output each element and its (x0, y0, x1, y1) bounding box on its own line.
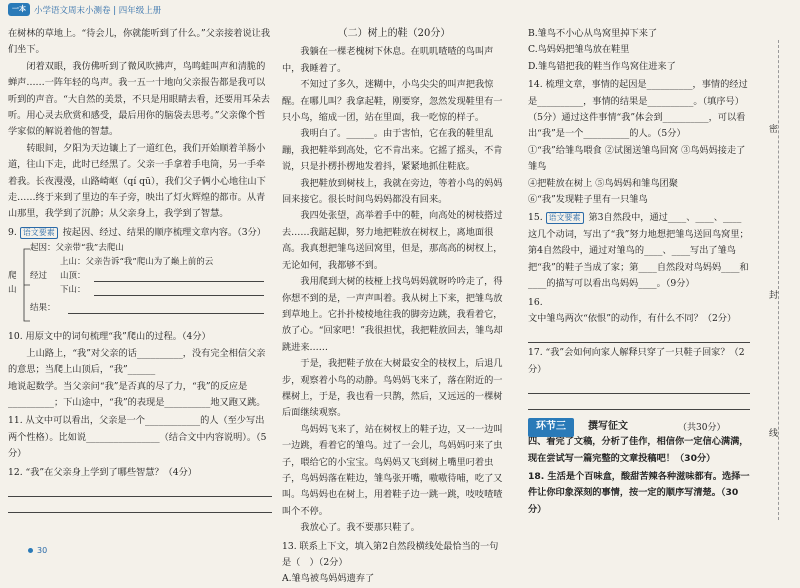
literacy-tag: 语文要素 (20, 227, 58, 239)
margin-label: 封 (769, 286, 778, 303)
q14-item-4: ④把鞋放在树上 (528, 177, 593, 189)
question-text: 用原文中的词句梳理“我”爬山的过程。（4分） (25, 331, 211, 343)
mind-map-process: 经过 (30, 271, 48, 282)
passage-para: 闭着双眼，我仿佛听到了微风吹拂声，鸟鸣蛙叫声和清脆的蝉声……一阵年轻的鸟声。我一五一十地向父亲报告都是我可以听到的声音。“大自然的美景，不只是用眼睛去看，还要用耳朵去听。用心灵去欣赏和感受，最后用你的脑袋去思考。”父亲像个哲学家似的解说着他的智慧。 (8, 60, 270, 138)
answer-line[interactable] (528, 394, 750, 410)
question-10 (8, 329, 272, 345)
question-10-line[interactable]: 地说起数学。当父亲问“我”是否真的尽了力，“我”的反应是__________；下山途中，“我”的表现是__________地又跑又跳。 (8, 380, 266, 408)
passage-para: 我把鞋放到树枝上，我就在旁边，等着小鸟的妈妈回来接它。很长时间鸟妈妈都没有回来。 (282, 177, 503, 206)
question-text: 联系上下文，填入第2自然段横线处最恰当的一句是（ ）（2分） (282, 540, 499, 568)
answer-line[interactable] (94, 295, 264, 296)
question-text[interactable]: 第3自然段中，通过____、____、____这几个动词，写出了“我”努力地想把雏鸟送回鸟窝里；第4自然段中，通过对雏鸟的____、____写出了雏鸟把“我”的鞋子当成了家；第____自然段对鸟妈妈____和____的描写可以看出鸟妈妈____。（9分） (528, 212, 749, 290)
q14-item-1: ①“我”给雏鸟喂食 (528, 144, 602, 156)
answer-line[interactable] (8, 497, 272, 513)
section-score: （共30分） (678, 423, 726, 434)
page-number: 30 (28, 546, 47, 555)
question-number: 12. (8, 466, 23, 478)
passage-para: 于是，我把鞋子放在大树最安全的枝杈上，后退几步，观察着小鸟的动静。鸟妈妈飞来了，落在附近的一棵树上，于是，我也看一只鹊，然后，又远远的一棵树后面继续观察。 (282, 358, 503, 419)
q14-item (528, 143, 750, 176)
q14-item-5: ⑤鸟妈妈和雏鸟团聚 (595, 177, 678, 189)
question-number: 13. (282, 540, 297, 552)
literacy-tag: 语文要素 (546, 212, 584, 224)
question-18 (528, 469, 750, 518)
q14-item-2: ②试图送雏鸟回窝 (604, 144, 679, 156)
question-14 (528, 77, 750, 143)
mind-map-down: 下山： (60, 285, 86, 296)
question-13 (282, 539, 506, 572)
question-number: 14. (528, 79, 543, 91)
mind-map-root: 爬山 (8, 271, 17, 296)
question-10-line[interactable]: 上山路上，“我”对父亲的话__________，没有完全相信父亲的意思；当爬上山顶后，“我”______ (8, 347, 266, 376)
q14-item (528, 192, 750, 208)
mind-map-up: 上山：父亲告诉“我”爬山为了巅上前的云 (60, 257, 214, 268)
question-text: “我”在父亲身上学到了哪些智慧？（4分） (25, 466, 197, 478)
answer-line[interactable] (528, 327, 750, 343)
header-title: 小学语文周末小测卷 | 四年级上册 (34, 6, 162, 16)
passage-para: 在树林的草地上。“待会儿，你就能听到了什么。”父亲接着说让我们坐下。 (8, 28, 271, 56)
question-number: 11. (8, 415, 23, 427)
column-left (8, 26, 272, 513)
section-pill: 环节三 (528, 418, 574, 436)
passage-title: （二）树上的鞋（20分） (337, 28, 451, 39)
q14-item-6: ⑥“我”发现鞋子里有一只雏鸟 (528, 194, 648, 206)
brand-logo: 一本 (8, 3, 30, 16)
passage-para: 转眼间，夕阳为天边镶上了一道红色，我们开始顺着羊肠小道，往山下走，此时已经黑了。父亲一手拿着手电筒，另一手牵着我。长夜漫漫，山路崎岖（qí qū），我们父子俩小心地往山下走……终于来到了里边的车子旁，映出了灯火辉煌的都市。从青山那里，我学到了沉静；从父亲身上，我学到了智慧。 (8, 142, 266, 220)
passage-para: 我躺在一棵老槐树下休息。在叽叽喳喳的鸟叫声中，我睡着了。 (282, 46, 494, 74)
question-number: 9. (8, 226, 17, 238)
question-text: 生活是个百味盒，酸甜苦辣各种滋味都有。选择一件让你印象深刻的事情，按一定的顺序写清楚。（30分） (528, 470, 750, 515)
question-text: 文中雏鸟两次“依恨”的动作，有什么不同？（2分） (528, 312, 737, 324)
option-c[interactable]: C.鸟妈妈把雏鸟放在鞋里 (528, 44, 630, 56)
question-16 (528, 295, 750, 328)
passage-para: 我明白了。______。由于害怕，它在我的鞋里乱蹦，我把鞋举到高处，它不肯出来。它摇了摇头，不肯说，只是扑楞扑楞地发着抖，紧紧地抓住鞋底。 (282, 128, 503, 173)
question-text[interactable]: 从文中可以看出，父亲是一个____________的人（至少写出两个性格）。比如说________________（结合文中内容说明）。（5分） (8, 415, 267, 460)
answer-line[interactable] (94, 281, 264, 282)
mind-map-mid: 山顶： (60, 271, 86, 282)
column-right (528, 26, 750, 518)
q14-item-3: ③鸟妈妈接走了雏鸟 (528, 144, 746, 173)
question-text: “我”会如何向家人解释只穿了一只鞋子回家？（2分） (528, 347, 745, 375)
question-17 (528, 345, 750, 378)
question-number: 10. (8, 331, 23, 343)
question-text: 按起因、经过、结果的顺序梳理文章内容。（3分） (62, 226, 266, 238)
mind-map-result: 结果： (30, 303, 56, 314)
section-intro: 四、看完了文稿，分析了佳作，相信你一定信心满满，现在尝试写一篇完整的文章投稿吧！（30分） (528, 436, 749, 464)
option-b[interactable]: B.雏鸟不小心从鸟窝里掉下来了 (528, 28, 658, 39)
column-middle (282, 26, 506, 588)
question-9 (8, 225, 272, 241)
margin-label: 密 (769, 120, 778, 137)
answer-line[interactable] (68, 313, 264, 314)
question-12 (8, 465, 272, 481)
question-number: 17. (528, 347, 543, 359)
margin-label: 线 (769, 424, 778, 441)
option-d[interactable]: D.雏鸟错把我的鞋当作鸟窝住进来了 (528, 60, 676, 72)
question-number: 16. (528, 296, 543, 308)
passage-para: 我四处张望，高举着手中的鞋，向高处的树枝搭过去……我踮起脚，努力地把鞋放在树杈上，离地面很高。我真想把雏鸟送回窝里，但是，那高高的树杈上，无论如何，我都够不到。 (282, 210, 503, 271)
question-number: 18. (528, 470, 545, 482)
binding-line (778, 40, 779, 520)
answer-line[interactable] (528, 378, 750, 394)
mind-map (8, 241, 272, 327)
passage-para: 我放心了。我不要那只鞋了。 (300, 522, 420, 534)
passage-para: 不知过了多久，迷糊中，小鸟尖尖的叫声把我惊醒。在哪儿叫？我拿起鞋，刚要穿，忽然发现鞋里有一只小鸟，缩成一团，站在里面，我一吃惊的样子。 (282, 79, 503, 124)
passage-para: 鸟妈妈飞来了，站在树杈上的鞋子边，又一一边叫一边跳，看着它的雏鸟。过了一会儿，鸟妈妈叼来了虫子，喂给它的小宝宝。鸟妈妈又飞到树上嘴里叼着虫子，鸟妈妈落在鞋边，雏鸟张开嘴，嗷嗷待哺，吃了又叫。鸟妈妈也在树上，用着鞋子边一跳一跳，吱吱喳喳叫个不停。 (282, 423, 503, 517)
question-text[interactable]: 梳理文章，事情的起因是__________，事情的经过是__________，事情的结果是__________。（填序号）（5分）通过这件事情“我”体会到__________，可以看出“我”是一个__________的人。（5分） (528, 79, 748, 140)
passage-para: 我用爬到大树的枝桠上找鸟妈妈就呀吟吟走了，得你想不到的是，一声声叫着。我从树上下来，把雏鸟放到草地上。它扑扑棱棱地往我的脚旁边跳，我看着它，放了心。“回家吧！”我很担忧，我把鞋放回去，雏鸟却跳进来…… (282, 276, 503, 353)
mind-map-start: 起因：父亲带“我”去爬山 (30, 243, 124, 254)
page-header (0, 0, 800, 20)
question-11 (8, 413, 272, 462)
question-number: 15. (528, 212, 543, 224)
option-a[interactable]: A.雏鸟被鸟妈妈遗弃了 (282, 573, 375, 585)
section-title: 撰写征文 (588, 421, 628, 433)
q14-item (528, 176, 750, 192)
answer-line[interactable] (8, 481, 272, 497)
question-15 (528, 210, 750, 292)
section-header (528, 416, 750, 434)
